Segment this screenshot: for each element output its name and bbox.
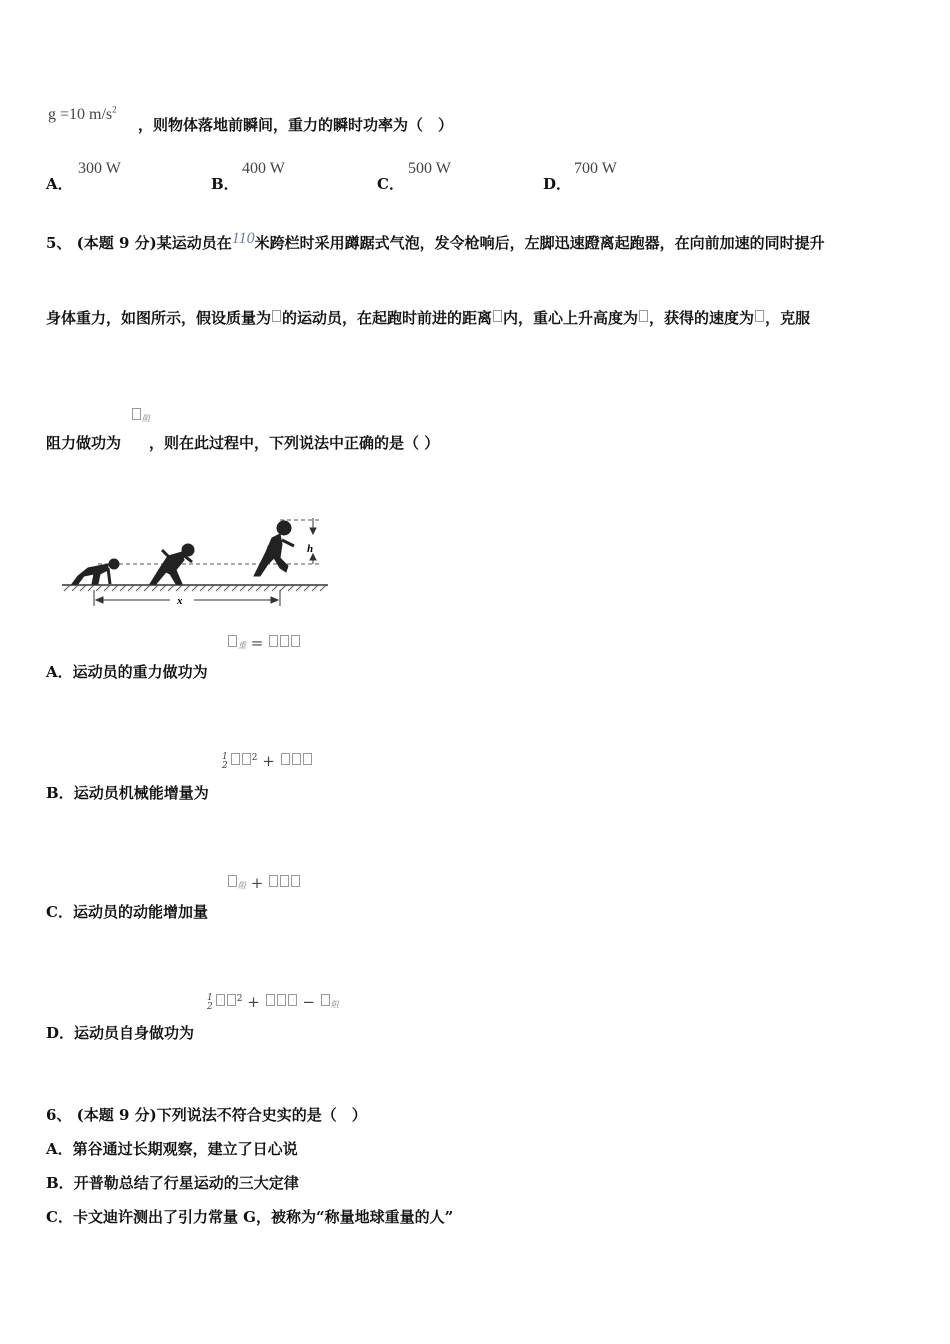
q6-stem bbox=[46, 1106, 367, 1124]
q5-option-b bbox=[46, 784, 209, 802]
g-formula: g =10 m/s bbox=[48, 106, 113, 123]
formula-d-plus: + bbox=[247, 993, 260, 1011]
q5-part1: 某运动员在 bbox=[156, 234, 232, 252]
h-dimension-arrow bbox=[310, 518, 316, 564]
q5-line2-a: 身体重力，如图所示，假设质量为 bbox=[46, 309, 272, 327]
velocity-symbol bbox=[755, 310, 764, 322]
q5-line3-b: ，则在此过程中，下列说法中正确的是（ ） bbox=[149, 434, 440, 452]
q5-option-a-text: 运动员的重力做功为 bbox=[72, 663, 208, 681]
q6-stem-text: 下列说法不符合史实的是（ ） bbox=[156, 1106, 367, 1124]
q6-score: (本题 9 分) bbox=[76, 1106, 157, 1124]
q6-option-a bbox=[46, 1140, 298, 1158]
q6-option-c-letter: C． bbox=[46, 1208, 73, 1226]
formula-a-equals: = bbox=[250, 634, 264, 652]
q6-option-c bbox=[46, 1208, 453, 1226]
fraction-half-d: 1 2 bbox=[207, 993, 213, 1012]
q6-option-a-text: 第谷通过长期观察，建立了日心说 bbox=[72, 1140, 298, 1158]
q5-option-a-letter: A． bbox=[46, 663, 73, 681]
q6-option-b-letter: B． bbox=[46, 1174, 74, 1192]
q5-distance: 110 bbox=[231, 230, 255, 247]
formula-a bbox=[227, 634, 301, 652]
q5-line2-d: ，获得的速度为 bbox=[649, 309, 755, 327]
q5-option-b-text: 运动员机械能增量为 bbox=[73, 784, 209, 802]
height-symbol bbox=[639, 310, 648, 322]
q4-option-c-letter: C． bbox=[377, 175, 404, 193]
ground-hatching bbox=[64, 585, 326, 591]
q5-number: 5、 bbox=[46, 234, 72, 252]
formula-b-plus: + bbox=[262, 752, 275, 770]
q4-stem: ，则物体落地前瞬间，重力的瞬时功率为（ ） bbox=[138, 116, 454, 134]
g-exponent: 2 bbox=[112, 104, 117, 115]
q4-option-d-letter: D． bbox=[543, 175, 572, 193]
h-label: h bbox=[307, 543, 314, 555]
q5-part2: 米跨栏时采用蹲踞式气泡，发令枪响后，左脚迅速蹬离起跑器，在向前加速的同时提升 bbox=[254, 234, 825, 252]
resistance-work-symbol bbox=[131, 406, 150, 425]
q6-option-a-letter: A． bbox=[46, 1140, 73, 1158]
square-exponent: 2 bbox=[251, 753, 258, 763]
q5-line2-c: 内，重心上升高度为 bbox=[503, 309, 639, 327]
q5-option-c-text: 运动员的动能增加量 bbox=[72, 903, 208, 921]
q5-line-2 bbox=[46, 309, 810, 327]
q4-gravity-formula bbox=[48, 104, 117, 124]
formula-c-plus: + bbox=[250, 874, 264, 892]
formula-b bbox=[222, 752, 313, 771]
q5-option-d-letter: D． bbox=[46, 1024, 75, 1042]
q4-option-a-letter: A． bbox=[46, 175, 73, 193]
q4-option-b-value: 400 W bbox=[242, 160, 285, 177]
mass-symbol bbox=[272, 310, 281, 322]
q5-option-a bbox=[46, 663, 208, 681]
formula-d-subscript: 阻 bbox=[330, 1000, 339, 1009]
q5-line-3 bbox=[46, 434, 439, 452]
q5-score: (本题 9 分) bbox=[76, 234, 157, 252]
q6-option-b-text: 开普勒总结了行星运动的三大定律 bbox=[73, 1174, 299, 1192]
q5-option-d-text: 运动员自身做功为 bbox=[74, 1024, 195, 1042]
q5-option-c bbox=[46, 903, 208, 921]
square-exponent-d: 2 bbox=[236, 994, 243, 1004]
fraction-half: 1 2 bbox=[222, 752, 228, 771]
formula-c-subscript: 阻 bbox=[238, 881, 246, 890]
q5-line3-a: 阻力做功为 bbox=[46, 434, 122, 452]
q6-option-b bbox=[46, 1174, 299, 1192]
resistance-subscript: 阻 bbox=[142, 414, 150, 423]
formula-d-minus: − bbox=[302, 993, 315, 1011]
runner-running bbox=[254, 521, 294, 576]
formula-d bbox=[207, 993, 339, 1012]
formula-a-subscript: 重 bbox=[238, 641, 246, 650]
q4-option-a-value: 300 W bbox=[78, 160, 121, 177]
sprinter-start-figure bbox=[58, 512, 334, 608]
x-label: x bbox=[177, 595, 183, 607]
q5-option-d bbox=[46, 1024, 194, 1042]
formula-c bbox=[227, 874, 301, 892]
q4-option-d-value: 700 W bbox=[574, 160, 617, 177]
q5-option-c-letter: C． bbox=[46, 903, 73, 921]
distance-symbol bbox=[493, 310, 502, 322]
q5-option-b-letter: B． bbox=[46, 784, 74, 802]
q6-option-c-text: 卡文迪许测出了引力常量 G，被称为“称量地球重量的人” bbox=[72, 1208, 454, 1226]
x-dimension-arrow bbox=[94, 590, 280, 606]
q4-option-c-value: 500 W bbox=[408, 160, 451, 177]
q5-line-1 bbox=[46, 230, 825, 253]
runner-crouched bbox=[72, 559, 119, 584]
q5-line2-e: ，克服 bbox=[765, 309, 811, 327]
q4-option-b-letter: B． bbox=[211, 175, 239, 193]
q6-number: 6、 bbox=[46, 1106, 72, 1124]
q5-line2-b: 的运动员，在起跑时前进的距离 bbox=[282, 309, 493, 327]
